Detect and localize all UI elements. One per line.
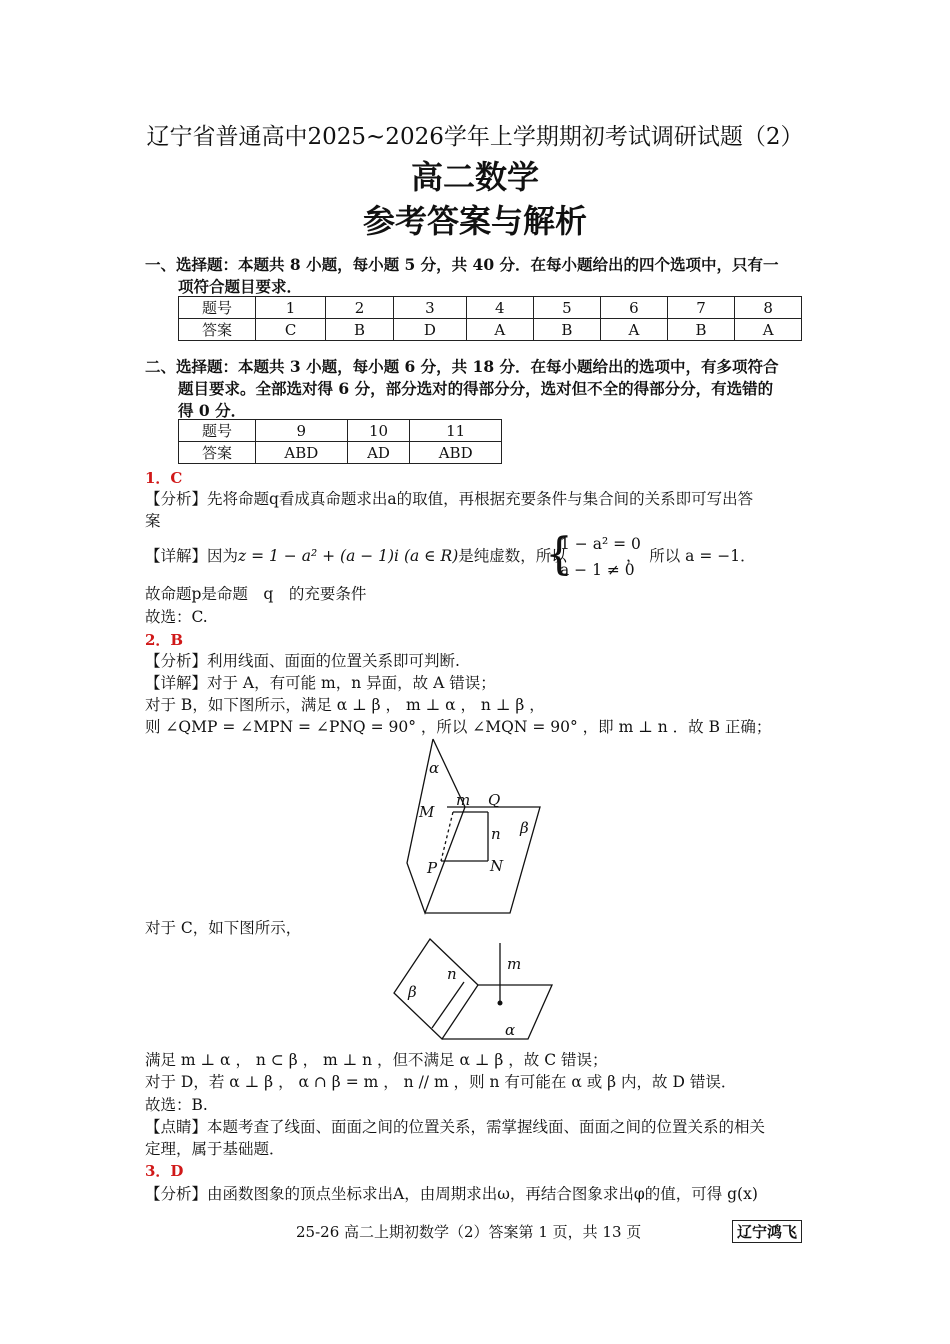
table-cell: ABD — [410, 442, 502, 464]
q2-heading: 2．B — [145, 631, 184, 649]
label-beta: β — [408, 983, 417, 1001]
table-cell: 8 — [735, 297, 802, 319]
q1-detail — [145, 545, 567, 567]
doc-type-title: 参考答案与解析 — [362, 202, 587, 240]
table-cell: B — [326, 319, 394, 341]
q1-analysis: 【分析】先将命题q看成真命题求出a的取值，再根据充要条件与集合间的关系即可写出答 — [145, 490, 754, 508]
q1-detail-mid: 是纯虚数，所以 — [458, 547, 567, 565]
exam-title: 辽宁省普通高中2025~2026学年上学期期初考试调研试题（2） — [146, 124, 804, 150]
table-cell: 5 — [533, 297, 601, 319]
system-eq2: a − 1 ≠ 0 — [560, 561, 635, 579]
q2-detail3: 则 ∠QMP = ∠MPN = ∠PNQ = 90° ，所以 ∠MQN = 90° ，即 m ⊥ n ．故 B 正确； — [145, 718, 772, 736]
section2-answer-table — [178, 419, 502, 464]
table-row — [179, 319, 802, 341]
section2-intro-line2: 题目要求。全部选对得 6 分，部分选对的得部分分，选对但不全的得部分分，有选错的 — [178, 379, 774, 398]
q3-heading: 3．D — [145, 1162, 184, 1180]
row-label: 题号 — [179, 297, 256, 319]
table-cell: ABD — [256, 442, 348, 464]
publisher-badge: 辽宁鸿飞 — [732, 1220, 802, 1243]
plane-beta-outline — [394, 939, 478, 1039]
subject-title: 高二数学 — [410, 158, 539, 196]
table-cell: D — [393, 319, 466, 341]
table-cell: A — [467, 319, 534, 341]
section1-answer-table — [178, 296, 802, 341]
section2-intro-line3: 得 0 分． — [178, 401, 247, 420]
table-cell: AD — [347, 442, 410, 464]
table-cell: 10 — [347, 420, 410, 442]
page-info: 25-26 高二上期初数学（2）答案第 1 页，共 13 页 — [296, 1223, 642, 1241]
system-brace: { — [545, 529, 573, 580]
q2-detail2: 对于 B，如下图所示，满足 α ⊥ β ， m ⊥ α ， n ⊥ β ， — [145, 696, 545, 714]
table-cell: C — [256, 319, 326, 341]
label-Q: Q — [488, 791, 501, 809]
label-m: m — [456, 791, 471, 809]
q1-analysis-cont: 案 — [145, 512, 161, 530]
row-label: 答案 — [179, 319, 256, 341]
section1-intro-line1: 一、选择题：本题共 8 小题，每小题 5 分，共 40 分．在每小题给出的四个选项中，只有一 — [145, 255, 779, 274]
label-n: n — [491, 825, 501, 843]
table-row — [179, 297, 802, 319]
label-n: n — [447, 965, 457, 983]
q1-detail-expr: z = 1 − a² + (a − 1)i (a ∈ R) — [238, 547, 459, 565]
section2-intro-line1: 二、选择题：本题共 3 小题，每小题 6 分，共 18 分．在每小题给出的选项中，有多项符合 — [145, 357, 779, 376]
q2-choice: 故选：B. — [145, 1096, 208, 1114]
table-cell: B — [533, 319, 601, 341]
table-cell: 3 — [393, 297, 466, 319]
line-n — [432, 982, 464, 1028]
q2-detail6: 对于 D，若 α ⊥ β ， α ∩ β = m ， n // m ，则 n 有可能在 α 或 β 内，故 D 错误． — [145, 1073, 737, 1091]
section1-intro-line2: 项符合题目要求． — [178, 277, 303, 296]
table-cell: A — [601, 319, 668, 341]
table-row — [179, 442, 502, 464]
row-label: 答案 — [179, 442, 256, 464]
q1-conclusion: 故命题p是命题 q 的充要条件 — [145, 585, 367, 603]
label-alpha: α — [429, 759, 440, 777]
q1-choice: 故选：C. — [145, 608, 208, 626]
q2-detail1: 【详解】对于 A，有可能 m，n 异面，故 A 错误； — [145, 674, 496, 692]
table-cell: 4 — [467, 297, 534, 319]
system-eq1: 1 − a² = 0 — [560, 535, 641, 553]
q2-detail5: 满足 m ⊥ α ， n ⊂ β ， m ⊥ n ，但不满足 α ⊥ β ，故 C 错误； — [145, 1051, 608, 1069]
table-row — [179, 420, 502, 442]
label-beta: β — [520, 819, 529, 837]
figure-planes-c — [390, 935, 560, 1045]
q2-comment1: 【点睛】本题考查了线面、面面之间的位置关系，需掌握线面、面面之间的位置关系的相关 — [145, 1118, 766, 1136]
plane-alpha-outline — [442, 985, 552, 1039]
table-cell: B — [667, 319, 735, 341]
table-cell: 11 — [410, 420, 502, 442]
q1-heading: 1．C — [145, 469, 183, 487]
table-cell: 7 — [667, 297, 735, 319]
intersection-point — [498, 1001, 503, 1006]
q2-analysis: 【分析】利用线面、面面的位置关系即可判断. — [145, 652, 460, 670]
table-cell: A — [735, 319, 802, 341]
figure-planes-b — [395, 735, 555, 915]
label-P: P — [427, 859, 438, 877]
label-alpha: α — [505, 1021, 516, 1039]
table-cell: 2 — [326, 297, 394, 319]
label-M: M — [419, 803, 435, 821]
table-cell: 1 — [256, 297, 326, 319]
table-cell: 6 — [601, 297, 668, 319]
q2-detail4: 对于 C，如下图所示， — [145, 919, 302, 937]
q2-comment2: 定理，属于基础题． — [145, 1140, 285, 1158]
label-N: N — [490, 857, 504, 875]
q1-detail-prefix: 【详解】因为 — [145, 547, 239, 565]
q1-detail-suffix: ， 所以 a = −1． — [626, 547, 756, 565]
q3-analysis: 【分析】由函数图象的顶点坐标求出A，由周期求出ω，再结合图象求出φ的值，可得 g(x) — [145, 1185, 758, 1203]
row-label: 题号 — [179, 420, 256, 442]
label-m: m — [507, 955, 522, 973]
table-cell: 9 — [256, 420, 348, 442]
